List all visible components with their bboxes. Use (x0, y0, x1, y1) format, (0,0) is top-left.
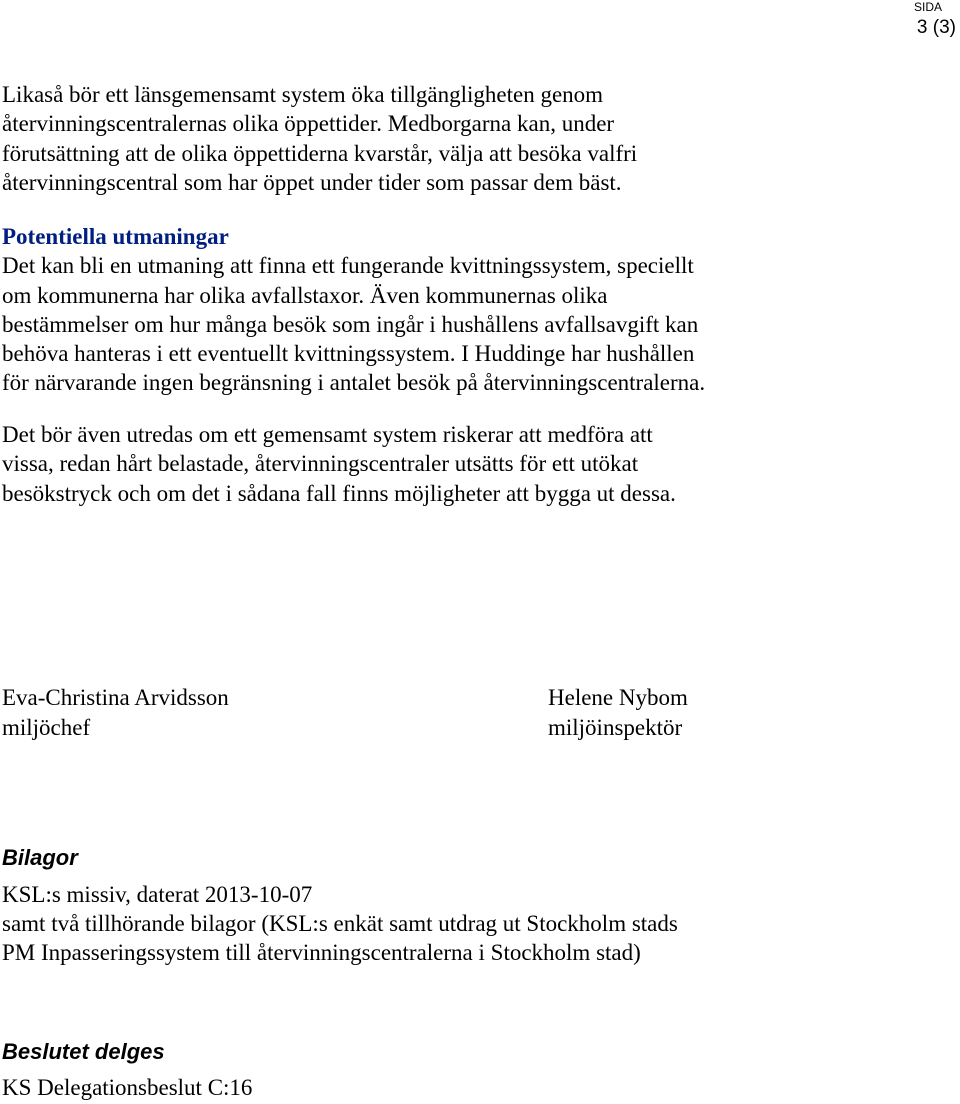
signature-right (548, 683, 688, 743)
distribution-list (2, 1073, 252, 1102)
paragraph-line: behöva hanteras i ett eventuellt kvittningssystem. I Huddinge har hushållen (2, 341, 695, 367)
challenges-section (2, 222, 952, 398)
signature-title: miljöchef (2, 715, 91, 740)
attachments-heading: Bilagor (2, 845, 78, 870)
signature-name: Helene Nybom (548, 685, 688, 710)
distribution-heading: Beslutet delges (2, 1039, 165, 1064)
attachments-list (2, 880, 678, 967)
challenges-heading: Potentiella utmaningar (2, 224, 229, 249)
signature-left (2, 683, 229, 743)
paragraph-line: Likaså bör ett länsgemensamt system öka tillgängligheten genom (2, 82, 604, 107)
signature-name: Eva-Christina Arvidsson (2, 685, 229, 710)
paragraph-line: Det kan bli en utmaning att finna ett fungerande kvittningssystem, speciellt (2, 253, 694, 279)
attachment-line: PM Inpasseringssystem till återvinningscentralerna i Stockholm stad) (2, 940, 641, 965)
distribution-line: KS Delegationsbeslut C:16 (2, 1075, 253, 1100)
attachment-line: samt två tillhörande bilagor (KSL:s enkät samt utdrag ut Stockholm stads (2, 911, 678, 936)
page-label: SIDA (913, 0, 942, 14)
intro-paragraph (2, 80, 952, 197)
paragraph-line: Det bör även utredas om ett gemensamt system riskerar att medföra att (2, 422, 653, 447)
paragraph-line: återvinningscentral som har öppet under tider som passar dem bäst. (2, 169, 622, 195)
investigation-paragraph (2, 420, 952, 508)
signature-title: miljöinspektör (548, 715, 683, 740)
paragraph-line: bestämmelser om hur många besök som ingår i hushållens avfallsavgift kan (2, 311, 699, 337)
attachment-line: KSL:s missiv, daterat 2013-10-07 (2, 882, 313, 907)
page-number: 3 (3) (916, 17, 956, 38)
paragraph-line: för närvarande ingen begränsning i antalet besök på återvinningscentralerna. (2, 370, 706, 396)
paragraph-line: vissa, redan hårt belastade, återvinningscentraler utsätts för ett utökat (2, 451, 639, 477)
paragraph-line: besökstryck och om det i sådana fall finns möjligheter att bygga ut dessa. (2, 480, 676, 506)
paragraph-line: förutsättning att de olika öppettiderna kvarstår, välja att besöka valfri (2, 140, 638, 166)
paragraph-line: återvinningscentralernas olika öppettider. Medborgarna kan, under (2, 111, 615, 137)
paragraph-line: om kommunerna har olika avfallstaxor. Även kommunernas olika (2, 282, 608, 308)
